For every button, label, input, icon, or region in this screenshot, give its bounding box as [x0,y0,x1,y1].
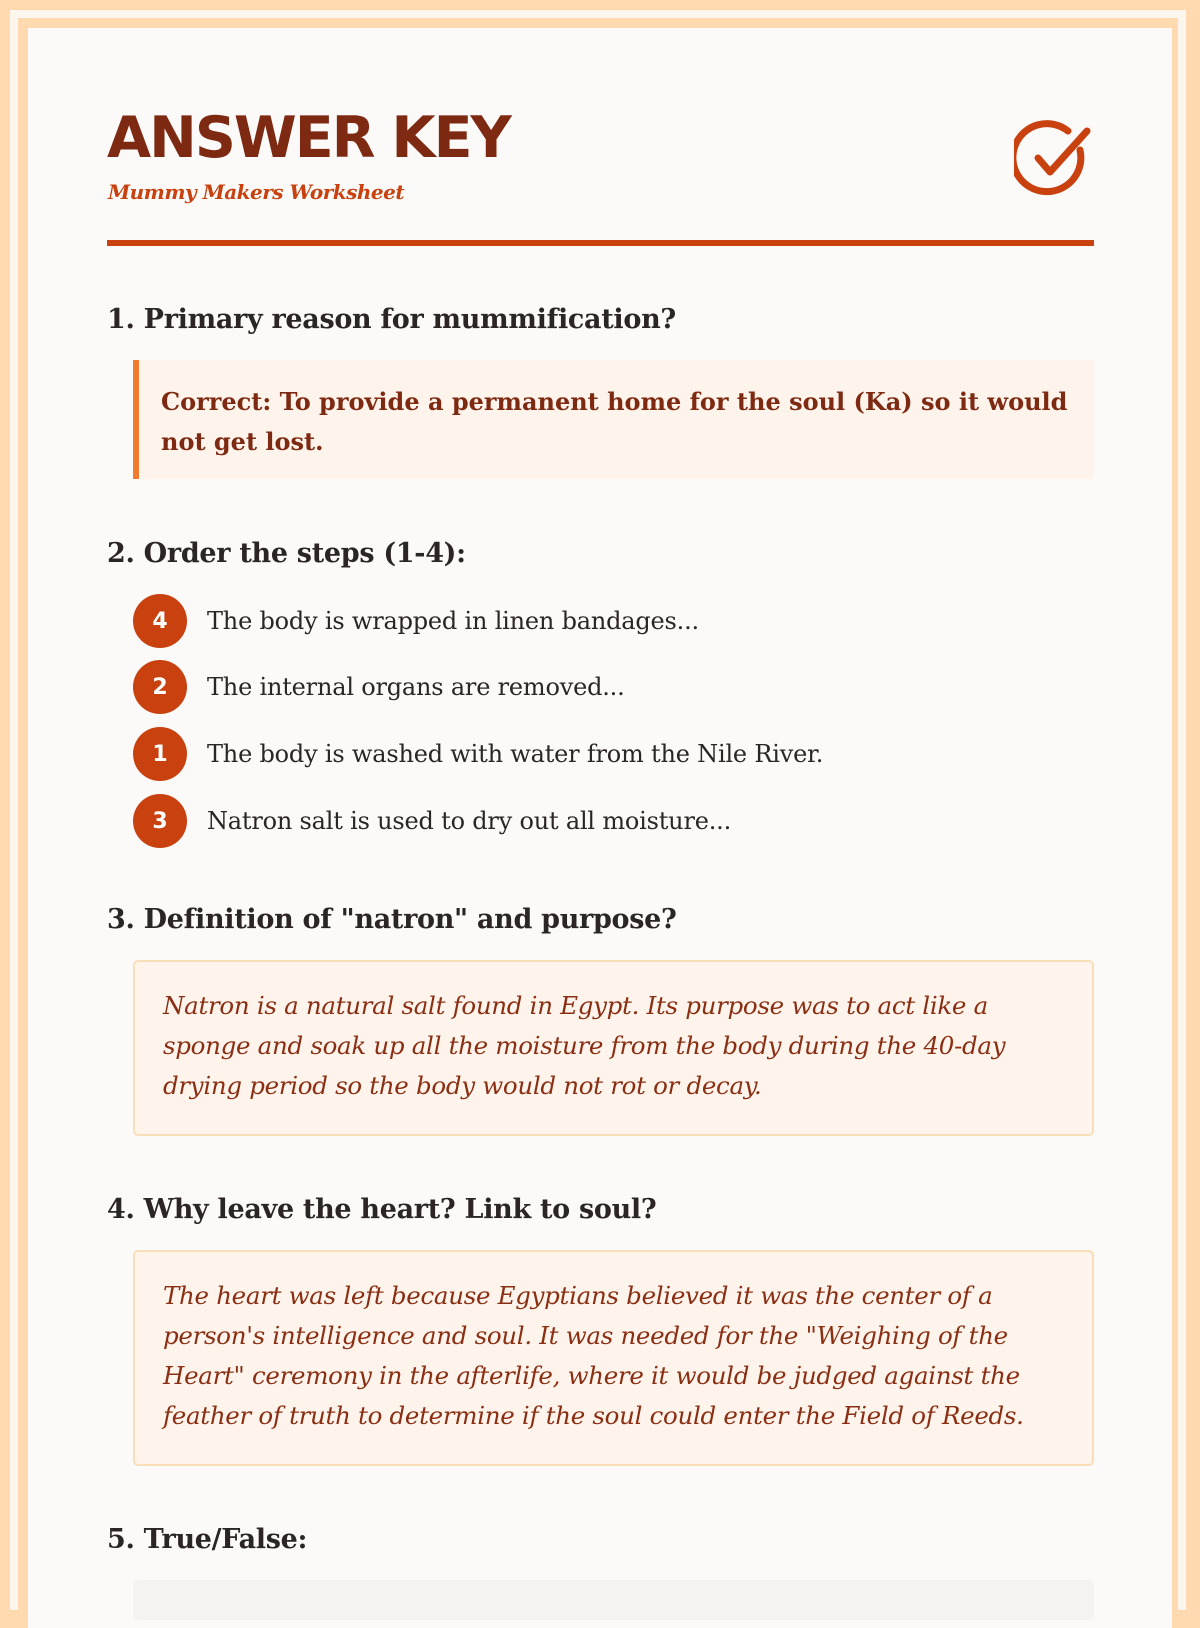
step-item [133,727,823,781]
header-divider [107,240,1094,246]
step-text: The body is washed with water from the Nile River. [207,740,824,768]
step-text: Natron salt is used to dry out all moisture... [207,807,732,835]
check-circle-icon [1014,120,1094,200]
step-number-badge: 4 [133,594,187,648]
page-subtitle: Mummy Makers Worksheet [108,180,405,204]
step-item [133,594,699,648]
step-text: The internal organs are removed... [207,673,625,701]
question-1-label: 1. Primary reason for mummification? [107,304,676,335]
step-text: The body is wrapped in linen bandages... [207,607,699,635]
question-1-answer: Correct: To provide a permanent home for the soul (Ka) so it would not get lost. [133,360,1094,479]
question-3-answer: Natron is a natural salt found in Egypt. Its purpose was to act like a sponge and soak up all the moisture from the body during the 40-day drying period so the body would not rot or decay. [133,960,1094,1136]
question-4-answer: The heart was left because Egyptians believed it was the center of a person's intelligence and soul. It was needed for the "Weighing of the Heart" ceremony in the afterlife, where it would be judged against the feather of truth to determine if the soul could enter the Field of Reeds. [133,1250,1094,1466]
step-number-badge: 3 [133,794,187,848]
step-item [133,794,731,848]
step-number-badge: 1 [133,727,187,781]
page-title: ANSWER KEY [107,105,510,171]
question-4-label: 4. Why leave the heart? Link to soul? [107,1194,657,1225]
question-3-label: 3. Definition of "natron" and purpose? [107,904,677,935]
question-2-label: 2. Order the steps (1-4): [107,538,466,569]
step-item [133,660,625,714]
step-number-badge: 2 [133,660,187,714]
question-5-label: 5. True/False: [107,1524,308,1555]
question-5-answer-box [133,1580,1094,1620]
